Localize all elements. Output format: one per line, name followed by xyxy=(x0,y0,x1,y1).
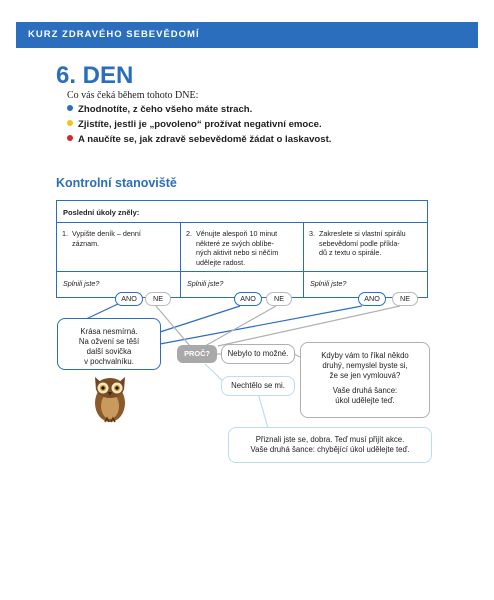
task-1: 1. Vypište deník – denní záznam. xyxy=(57,223,181,271)
no-pill-3: NE xyxy=(392,292,418,306)
day-title: 6. DEN xyxy=(56,62,134,89)
bullet-fears: Zhodnotíte, z čeho všeho máte strach. xyxy=(67,104,252,115)
section-title: Kontrolní stanoviště xyxy=(56,176,177,190)
bullet-favor: A naučíte se, jak zdravě sebevědomě žádat o laskavost. xyxy=(67,134,331,145)
owl-praise-bubble: Krása nesmírná. Na ožvení se těší další sovička v pochvalníku. xyxy=(57,318,161,370)
table-header: Poslední úkoly zněly: xyxy=(57,201,427,223)
task-2: 2. Věnujte alespoň 10 minut některé ze svých oblíbe- ných aktivit nebo si něčím udělejte radost. xyxy=(181,223,304,271)
why-label: PROČ? xyxy=(177,345,217,363)
done-row-1: Splnili jste? xyxy=(57,271,181,297)
did-not-want-bubble: Nechtělo se mi. xyxy=(221,376,295,396)
yes-pill-3: ANO xyxy=(358,292,386,306)
done-row-2: Splnili jste? xyxy=(181,271,304,297)
yes-pill-1: ANO xyxy=(115,292,143,306)
excuse-bubble: Kdyby vám to říkal někdo druhý, nemyslel byste si, že se jen vymlouvá? Vaše druhá šance: úkol udělejte teď. xyxy=(300,342,430,418)
no-pill-2: NE xyxy=(266,292,292,306)
not-possible-bubble: Nebylo to možné. xyxy=(221,344,295,364)
admit-bubble: Přiznali jste se, dobra. Teď musí přijít akce. Vaše druhá šance: chybějící úkol udělejte teď. xyxy=(228,427,432,463)
bullet-emotions: Zjistíte, jestli je „povoleno“ prožívat negativní emoce. xyxy=(67,119,322,130)
task-3: 3. Zakreslete si vlastní spirálu sebevědomí podle příkla- dů z textu o spirále. xyxy=(309,229,406,257)
yes-pill-2: ANO xyxy=(234,292,262,306)
owl-icon xyxy=(91,372,129,424)
intro-text: Co vás čeká během tohoto DNE: xyxy=(67,90,199,101)
done-row-3: Splnili jste? xyxy=(304,271,427,297)
no-pill-1: NE xyxy=(145,292,171,306)
course-title: KURZ ZDRAVÉHO SEBEVĚDOMÍ xyxy=(28,29,200,40)
